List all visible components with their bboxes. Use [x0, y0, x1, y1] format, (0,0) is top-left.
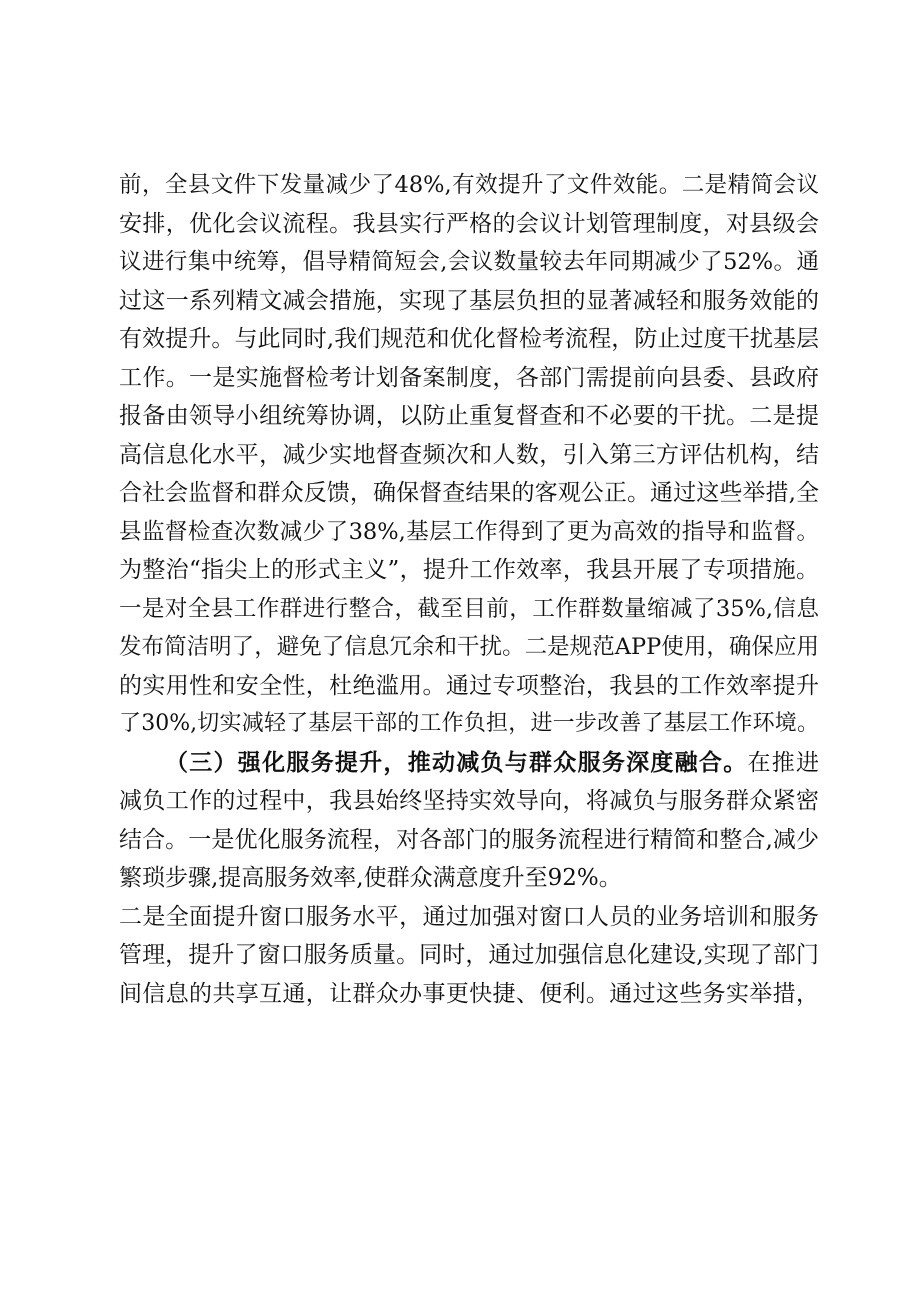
- body-line: 过这一系列精文减会措施，实现了基层负担的显著减轻和服务效能的: [119, 287, 819, 314]
- body-line: 报备由领导小组统筹协调，以防止重复督查和不必要的干扰。二是提: [119, 403, 819, 429]
- body-line: 一是对全县工作群进行整合，截至目前，工作群数量缩减了35%,信息: [119, 595, 819, 622]
- section-line: 结合。一是优化服务流程，对各部门的服务流程进行精简和整合,减少: [119, 826, 819, 853]
- body-line: 有效提升。与此同时,我们规范和优化督检考流程，防止过度干扰基层: [119, 326, 819, 352]
- body-line: 了30%,切实减轻了基层干部的工作负担，进一步改善了基层工作环境。: [119, 711, 819, 736]
- section-line: 繁琐步骤,提高服务效率,使群众满意度升至92%。: [119, 865, 622, 891]
- body-line: 议进行集中统筹，倡导精简短会,会议数量较去年同期减少了52%。通: [119, 249, 819, 275]
- body-line: 发布简洁明了，避免了信息冗余和干扰。二是规范APP使用，确保应用: [119, 634, 819, 660]
- body-line: 的实用性和安全性，杜绝滥用。通过专项整治，我县的工作效率提升: [119, 672, 819, 699]
- body-line: 安排，优化会议流程。我县实行严格的会议计划管理制度，对县级会: [119, 210, 819, 237]
- body-line: 前，全县文件下发量减少了48%,有效提升了文件效能。二是精简会议: [119, 172, 819, 198]
- body-line: 工作。一是实施督检考计划备案制度，各部门需提前向县委、县政府: [119, 364, 819, 391]
- section-heading-tail: 在推进: [747, 749, 820, 776]
- section-heading: （三）强化服务提升，推动减负与群众服务深度融合。: [165, 748, 748, 776]
- body-line: 为整治“指尖上的形式主义”，提升工作效率，我县开展了专项措施。: [119, 557, 819, 583]
- body-line: 合社会监督和群众反馈，确保督查结果的客观公正。通过这些举措,全: [119, 480, 819, 506]
- closing-line: 管理，提升了窗口服务质量。同时，通过加强信息化建设,实现了部门: [119, 942, 819, 968]
- document-body: [119, 166, 819, 1013]
- body-line: 县监督检查次数减少了38%,基层工作得到了更为高效的指导和监督。: [119, 518, 819, 545]
- section-heading-line: [119, 744, 819, 783]
- section-line: 减负工作的过程中，我县始终坚持实效导向，将减负与服务群众紧密: [119, 788, 819, 814]
- body-line: 高信息化水平，减少实地督查频次和人数，引入第三方评估机构，结: [119, 441, 819, 468]
- closing-line: 二是全面提升窗口服务水平，通过加强对窗口人员的业务培训和服务: [119, 903, 819, 930]
- closing-line: 间信息的共享互通，让群众办事更快捷、便利。通过这些务实举措，: [119, 980, 819, 1007]
